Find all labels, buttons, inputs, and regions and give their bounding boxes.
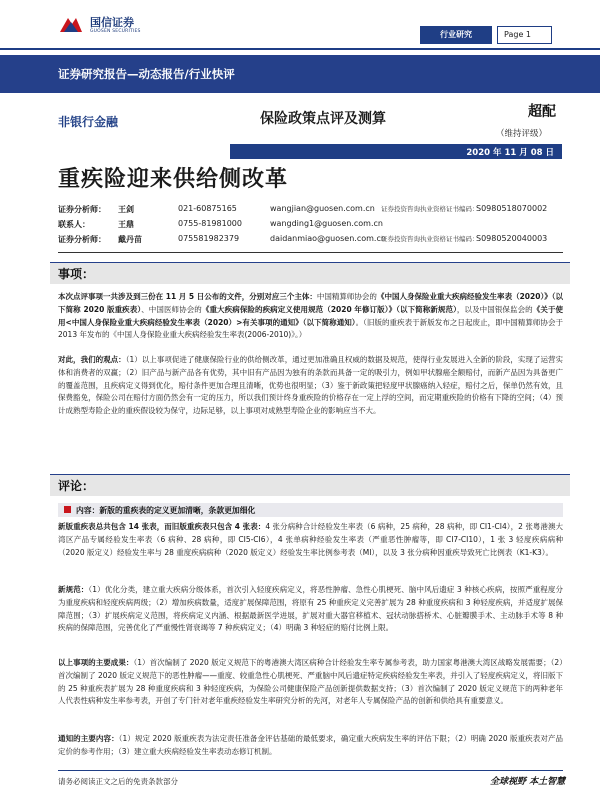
matters-paragraph-1	[58, 291, 563, 342]
comments-p2-body: （1）优化分类，建立重大疾病分级体系，首次引入轻度疾病定义，将恶性肿瘤、急性心肌梗死、脑中风后遗症 3 种核心疾病，按照严重程度分为重度疾病和轻度疾病两级；（2）增加疾病数量，适度扩展保障范围，将原有 25 种重疾定义完善扩展为 28 种重度疾病和 3 种轻度疾病，并适度扩展保障范围；（3）扩展疾病定义范围，将疾病定义内涵、根据最新医学进展，扩展对重大器官移植术、冠状动脉搭桥术、心脏瓣膜手术、主动脉手术等 8 种疾病的保障范围，完善优化了严重慢性肾衰竭等 7 种疾病定义；（4）明确 3 种轻症的赔付比例上限。	[58, 585, 564, 633]
comments-paragraph-3	[58, 657, 563, 708]
footer-divider	[58, 770, 563, 771]
matters-p2-lead: 对此，我们的观点：	[58, 355, 126, 364]
comments-p4-body: （1）规定 2020 版重疾表为法定责任准备金评估基础的最低要求，确定重大疾病发生率的评估下限；（2）明确 2020 版重疾表对产品定价的参考作用；（3）建立重大疾病经验发生率表动态修订机制。	[58, 734, 563, 756]
matters-p1-doc2: 《重大疾病保险的疾病定义使用规范（2020 年修订版）》（以下简称新规范）	[201, 304, 457, 314]
analyst-phone: 021-60875165	[178, 204, 237, 213]
report-title: 保险政策点评及测算	[260, 111, 386, 127]
analyst-email[interactable]: wangding1@guosen.com.cn	[270, 219, 383, 228]
comments-paragraph-1	[58, 521, 563, 559]
analyst-cert-no: S0980518070002	[476, 204, 548, 213]
matters-p1-a: 中国精算师协会的	[316, 292, 377, 301]
matters-p2-cont: （3）鉴于新政策把轻度甲状腺癌纳入轻症，赔付之后，保单仍然有效，且保费豁免，保险公司在赔付方面仍然会有一定的压力，所以我们预计终身重疾险的价格存在一定上浮的空间，而定期重疾险的价格有下降的空间；（4）预计成熟型寿险企业的重疾假设较为保守，边际足够，以上事项对成熟型寿险企业的影响应当不大。	[58, 380, 563, 416]
analyst-divider	[58, 252, 563, 253]
analyst-row	[58, 234, 568, 249]
comments-p3-body: （1）首次编制了 2020 版定义规范下的粤港澳大湾区病种合计经验发生率专属参考表，助力国家粤港澳大湾区战略发展需要；（2）首次编制了 2020 版定义规范下的恶性肿瘤——重度、较重急性心肌梗死、严重脑中风后遗症特定疾病经验发生率表，并引入了轻度疾病定义，将旧版下的 25 种重疾表扩展为 28 种重度疾病和 3 种轻度疾病，为保险公司健康保险产品创新提供数据支持；（3）首次编制了 2020 版定义规范下的两种老年人代表性病种发生率参考表，开创了专门针对老年重疾经验发生率研究分析的先河，对老年人专属保险产品的创新和供给具有重要意义。	[58, 658, 564, 706]
analyst-phone: 075581982379	[178, 234, 240, 243]
comments-p4-lead: 通知的主要内容：	[58, 734, 119, 743]
comments-p1-lead: 新版重疾表总共包含 14 张表，而旧版重疾表只包含 4 张表：	[58, 522, 266, 531]
comments-paragraph-4	[58, 733, 563, 759]
analyst-name: 王剑	[118, 205, 134, 214]
comments-p1-body: 4 张分病种合计经验发生率表（6 病种，25 病种，28 病种，即 CI1-CI4），2 张粤港澳大湾区产品专属经验发生率表（6 病种、28 病种，即 CI5-CI6），4 张单病种经验发生率表（严重恶性肿瘤等，即 CI7-CI10），1 张 3 轻度疾病病种（2020 版定义）经验发生率与 28 重度疾病病种（2020 版定义）经验发生率比例参考表（MI），以及 3 张分病种因重疾导致死亡比例表（K1-K3）。	[58, 522, 563, 557]
analyst-email[interactable]: daidanmiao@guosen.com.cn	[270, 234, 386, 243]
comments-p2-lead: 新规范：	[58, 585, 89, 594]
matters-p1-lead: 本次点评事项一共涉及到三份在 11 月 5 日公布的文件，分别对应三个主体：	[58, 292, 317, 301]
section-header-bar	[50, 262, 570, 284]
subheading-text: 内容：新版的重疾表的定义更加清晰，条款更加细化	[76, 506, 256, 515]
analyst-cert-no: S0980520040003	[476, 234, 548, 243]
logo-cn: 国信证券	[90, 16, 134, 29]
bullet-square-icon	[64, 506, 71, 513]
analyst-label: 证券分析师：	[58, 205, 106, 214]
analyst-label: 联系人：	[58, 220, 90, 229]
section-header-bar	[50, 474, 570, 496]
analyst-row	[58, 219, 568, 234]
matters-p1-c: 、中国医师协会的	[141, 304, 202, 314]
analyst-phone: 0755-81981000	[178, 219, 242, 228]
analyst-name: 戴丹苗	[118, 235, 142, 244]
report-date: 2020 年 11 月 08 日	[466, 148, 554, 158]
header-divider	[0, 48, 600, 50]
footer-disclaimer: 请务必阅读正文之后的免责条款部分	[58, 777, 178, 786]
matters-p1-e: ，以及中国银保监会的	[456, 304, 533, 314]
section-title-comments: 评论：	[58, 479, 95, 493]
analyst-row	[58, 204, 568, 219]
report-type-tag: 行业研究	[420, 26, 492, 44]
comments-paragraph-2	[58, 584, 563, 635]
analyst-name: 王鼎	[118, 220, 134, 229]
report-category-text: 证券研究报告—动态报告/行业快评	[58, 67, 235, 81]
analyst-cert-label: 证券投资咨询执业资格证书编码：	[381, 235, 479, 243]
matters-paragraph-2	[58, 354, 563, 418]
section-title-matters: 事项：	[58, 267, 95, 281]
logo-en: GUOSEN SECURITIES	[90, 29, 141, 34]
rating-value: 超配	[528, 104, 556, 120]
matters-p1-doc1: 《中国人身保险业重大疾病经验发生率表（2020）》（以下简称 2020 版重疾表）	[58, 292, 563, 314]
guosen-logo-icon	[58, 14, 84, 36]
comments-p3-lead: 以上事项的主要成果：	[58, 658, 134, 667]
rating-note: （维持评级）	[496, 129, 548, 139]
footer-slogan: 全球视野 本土智慧	[490, 777, 566, 787]
matters-p2-body: （1）以上事项促进了健康保险行业的供给侧改革，通过更加准确且权威的数据及规范，使得行业发展进入全新的阶段，实现了运营实体和消费者的双赢；（2）旧产品与新产品各有优势，其中旧有产品因为独有的条款而具备一定的吸引力，例如甲状腺癌全额赔付，而新产品因为具备更广的覆盖范围，且疾病定义得到优化，赔付条件更加合理且清晰，优势也很明显；	[58, 355, 563, 390]
sector-label: 非银行金融	[58, 115, 119, 129]
matters-p1-doc3: 《关于使用<中国人身保险业重大疾病经验发生率表（2020）>有关事项的通知》（以下简称通知）	[58, 304, 564, 327]
matters-p1-g: 。（旧版的重疾表于新版发布之日起废止，即中国精算师协会于 2013 年发布的《中国人身保险业重大疾病经验发生率表(2006-2010)》。）	[58, 317, 563, 340]
main-title: 重疾险迎来供给侧改革	[58, 167, 289, 192]
analyst-label: 证券分析师：	[58, 235, 106, 244]
analyst-email[interactable]: wangjian@guosen.com.cn	[270, 204, 375, 213]
page-number: Page 1	[497, 26, 552, 44]
analyst-cert-label: 证券投资咨询执业资格证书编码：	[381, 205, 479, 213]
